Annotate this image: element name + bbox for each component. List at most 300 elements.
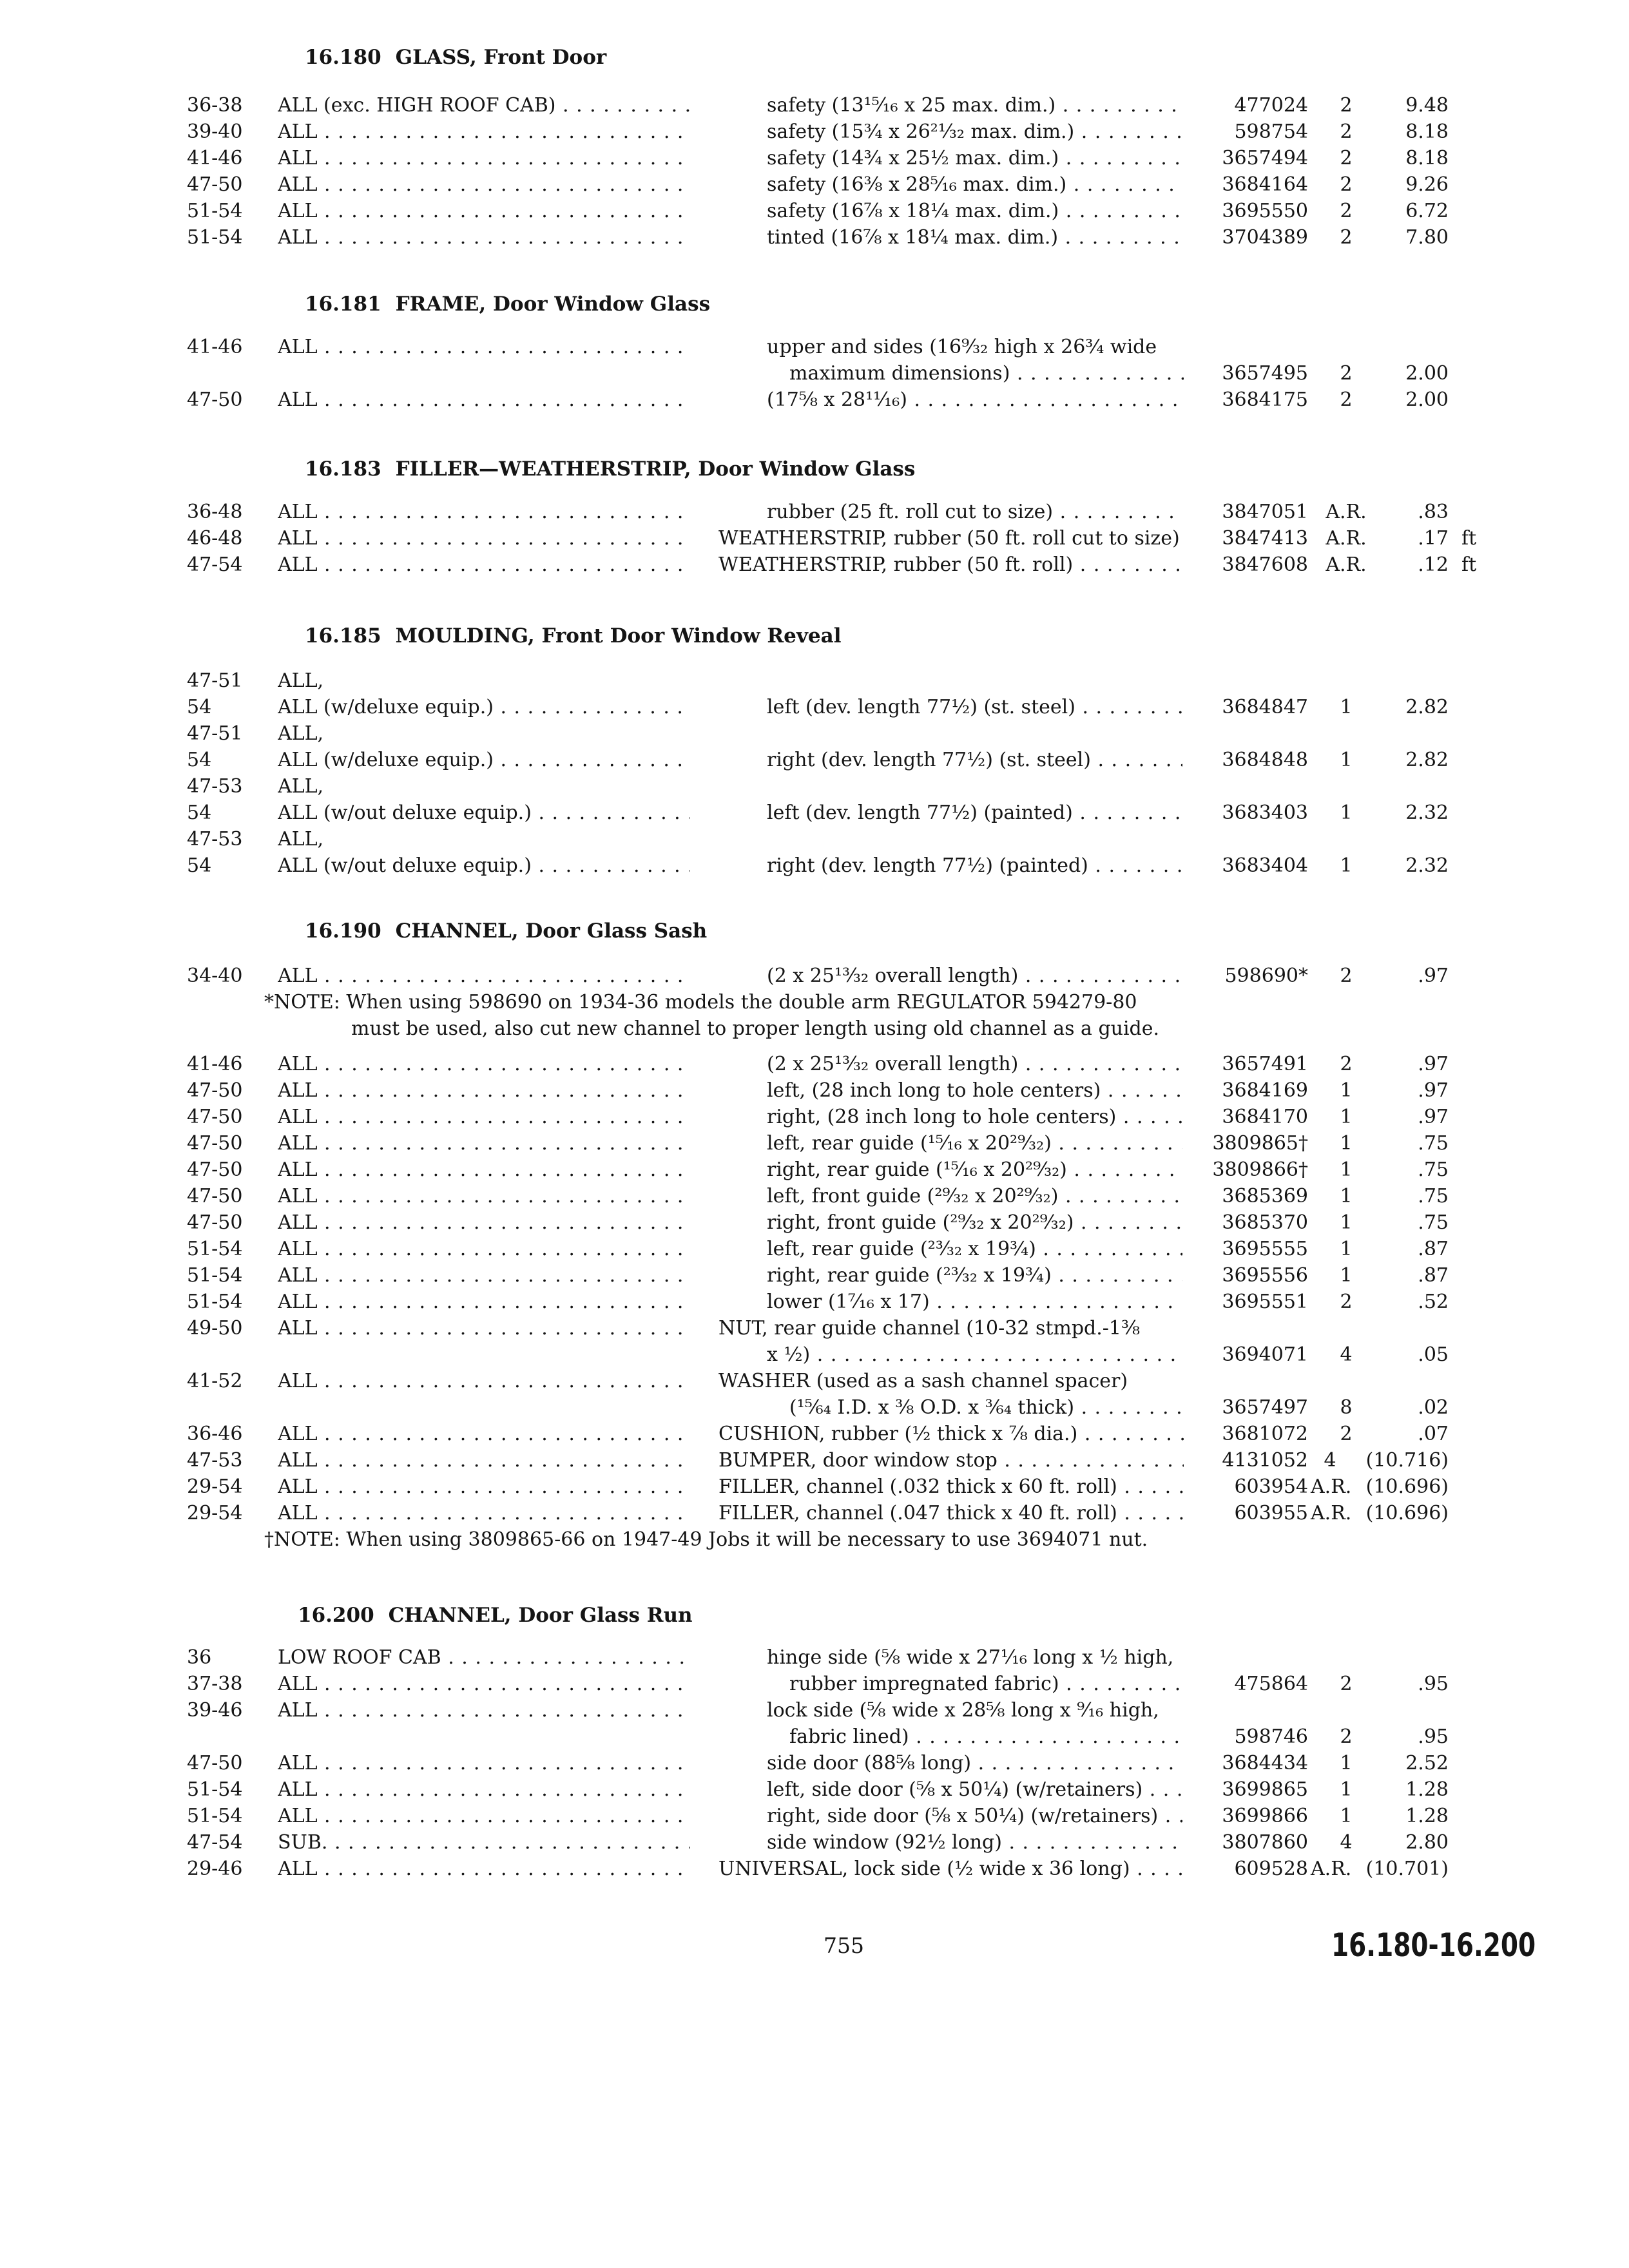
- year-range: 47-53: [187, 1449, 243, 1472]
- section-number: 16.200: [298, 1604, 374, 1627]
- parts-row: [0, 773, 1629, 800]
- year-range: 34-40: [187, 965, 243, 987]
- description-cell: right, rear guide (¹⁵⁄₁₆ x 20²⁹⁄₃₂) . . .: [767, 1157, 1182, 1183]
- price: .75: [1418, 1185, 1449, 1207]
- parts-row: [0, 720, 1629, 747]
- model-cell: ALL . . .: [278, 387, 690, 413]
- price: 2.00: [1405, 362, 1449, 385]
- description-cell: rubber (25 ft. roll cut to size) . . .: [767, 499, 1182, 525]
- price: .97: [1418, 965, 1449, 987]
- quantity: 1: [1340, 1264, 1353, 1287]
- year-range: 51-54: [187, 1805, 243, 1827]
- year-range: 47-50: [187, 389, 243, 411]
- quantity: 2: [1340, 173, 1353, 196]
- part-number: 3685369: [1222, 1185, 1308, 1207]
- part-number: 477024: [1234, 94, 1308, 117]
- year-range: 47-50: [187, 1106, 243, 1128]
- model-cell: ALL . . .: [278, 1697, 690, 1724]
- parts-row: [0, 1368, 1629, 1394]
- price: 2.82: [1405, 696, 1449, 718]
- part-number: 3695551: [1222, 1291, 1308, 1313]
- quantity: 4: [1324, 1449, 1336, 1472]
- part-number: 3684848: [1222, 749, 1308, 771]
- part-number: 3704389: [1222, 226, 1308, 249]
- year-range: 47-53: [187, 775, 243, 798]
- parts-row: [0, 694, 1629, 720]
- part-number: 3684169: [1222, 1079, 1308, 1102]
- quantity: 8: [1340, 1396, 1353, 1419]
- parts-row: [0, 1051, 1629, 1077]
- price: 6.72: [1405, 200, 1449, 222]
- section-heading: [298, 1603, 693, 1628]
- part-number: 603954: [1234, 1475, 1308, 1498]
- description-cell: CUSHION, rubber (½ thick x ⅞ dia.) . . .: [718, 1421, 1184, 1447]
- parts-row: [0, 963, 1629, 989]
- model-cell: ALL . . .: [278, 1750, 690, 1776]
- description-cell: WEATHERSTRIP, rubber (50 ft. roll) . . .: [718, 552, 1184, 578]
- description-cell: BUMPER, door window stop . . .: [718, 1447, 1184, 1474]
- page-number: 755: [824, 1933, 864, 1958]
- model-cell: SUB. . . .: [278, 1829, 690, 1856]
- quantity: 2: [1340, 1423, 1353, 1445]
- quantity: 2: [1340, 94, 1353, 117]
- section-heading: [305, 919, 707, 943]
- year-range: 51-54: [187, 1238, 243, 1260]
- description-cell: right (dev. length 77½) (st. steel) . . .: [767, 747, 1182, 773]
- description-cell: (2 x 25¹³⁄₃₂ overall length) . . .: [767, 1051, 1182, 1077]
- year-range: 47-53: [187, 828, 243, 850]
- part-number: 3847413: [1222, 527, 1308, 550]
- model-cell: ALL . . .: [278, 119, 690, 145]
- price: 2.82: [1405, 749, 1449, 771]
- description-cell: hinge side (⅝ wide x 27¹⁄₁₆ long x ½ high,: [767, 1646, 1174, 1669]
- parts-row: [0, 1829, 1629, 1856]
- price: (10.716): [1365, 1449, 1449, 1472]
- part-number: 4131052: [1222, 1449, 1308, 1472]
- part-number: 3684847: [1222, 696, 1308, 718]
- quantity: 1: [1340, 1238, 1353, 1260]
- model-cell: ALL . . .: [278, 1236, 690, 1262]
- parts-row: [0, 1856, 1629, 1882]
- parts-row: [0, 334, 1629, 360]
- parts-row: [0, 1474, 1629, 1500]
- part-number: 3684170: [1222, 1106, 1308, 1128]
- model-cell: ALL . . .: [278, 1500, 690, 1526]
- section-heading: [305, 624, 841, 648]
- price: .75: [1418, 1132, 1449, 1155]
- model-cell: ALL . . .: [278, 1776, 690, 1803]
- price: (10.696): [1365, 1502, 1449, 1524]
- quantity: 2: [1340, 1673, 1353, 1695]
- parts-row: [0, 852, 1629, 879]
- year-range: 51-54: [187, 200, 243, 222]
- section-number: 16.180: [305, 46, 381, 69]
- description-cell: (17⅝ x 28¹¹⁄₁₆) . . .: [767, 387, 1182, 413]
- part-number: 3657494: [1222, 147, 1308, 169]
- description-cell: WASHER (used as a sash channel spacer): [718, 1370, 1128, 1392]
- parts-row: [0, 224, 1629, 251]
- year-range: 46-48: [187, 527, 243, 550]
- model-cell: ALL . . .: [278, 198, 690, 224]
- quantity: 1: [1340, 1185, 1353, 1207]
- parts-row: [0, 198, 1629, 224]
- price: 2.32: [1405, 854, 1449, 877]
- year-range: 41-46: [187, 1053, 243, 1075]
- part-number: 3683404: [1222, 854, 1308, 877]
- section-heading: [305, 292, 710, 316]
- description-cell: safety (15¾ x 26²¹⁄₃₂ max. dim.) . . .: [767, 119, 1182, 145]
- model-cell: ALL . . .: [278, 1368, 690, 1394]
- model-cell: ALL . . .: [278, 1671, 690, 1697]
- quantity: 2: [1340, 120, 1353, 143]
- parts-row: [0, 1183, 1629, 1209]
- model-cell: ALL . . .: [278, 1077, 690, 1104]
- quantity: 2: [1340, 226, 1353, 249]
- quantity: 1: [1340, 1805, 1353, 1827]
- part-number: 609528: [1234, 1858, 1308, 1880]
- part-number: 3695556: [1222, 1264, 1308, 1287]
- year-range: 39-40: [187, 120, 243, 143]
- part-number: 3657495: [1222, 362, 1308, 385]
- description-cell: FILLER, channel (.032 thick x 60 ft. roll) . . .: [718, 1474, 1184, 1500]
- parts-row: [0, 171, 1629, 198]
- quantity: 1: [1340, 749, 1353, 771]
- description-cell: lower (1⁷⁄₁₆ x 17) . . .: [767, 1289, 1182, 1315]
- description-cell: right (dev. length 77½) (painted) . . .: [767, 852, 1182, 879]
- part-number: 3683403: [1222, 802, 1308, 824]
- description-cell: left, side door (⅝ x 50¼) (w/retainers) . . .: [767, 1776, 1182, 1803]
- price: .17: [1418, 527, 1449, 550]
- parts-row: [0, 145, 1629, 171]
- description-cell: upper and sides (16⁹⁄₃₂ high x 26¾ wide: [767, 336, 1157, 358]
- parts-row: [0, 92, 1629, 119]
- parts-row: [0, 1315, 1629, 1341]
- section-number: 16.181: [305, 293, 381, 316]
- year-range: 41-46: [187, 147, 243, 169]
- year-range: 29-54: [187, 1475, 243, 1498]
- quantity: A.R.: [1325, 527, 1367, 550]
- price: .75: [1418, 1158, 1449, 1181]
- model-cell: ALL . . .: [278, 1051, 690, 1077]
- quantity: 2: [1340, 389, 1353, 411]
- description-cell: left, rear guide (²³⁄₃₂ x 19¾) . . .: [767, 1236, 1182, 1262]
- year-range: 29-54: [187, 1502, 243, 1524]
- parts-row: [0, 668, 1629, 694]
- quantity: 1: [1340, 1106, 1353, 1128]
- model-cell: ALL . . .: [278, 1421, 690, 1447]
- quantity: 1: [1340, 1752, 1353, 1774]
- part-number: 3685370: [1222, 1211, 1308, 1234]
- year-range: 47-51: [187, 669, 243, 692]
- part-number: 598754: [1234, 120, 1308, 143]
- part-number: 3684164: [1222, 173, 1308, 196]
- part-number: 3807860: [1222, 1831, 1308, 1854]
- description-cell: left, (28 inch long to hole centers) . . .: [767, 1077, 1182, 1104]
- price: .97: [1418, 1053, 1449, 1075]
- model-cell: ALL . . .: [278, 1856, 690, 1882]
- parts-row: [0, 525, 1629, 552]
- quantity: 2: [1340, 1725, 1353, 1748]
- year-range: 47-50: [187, 1211, 243, 1234]
- model-cell: ALL . . .: [278, 1262, 690, 1289]
- price: .75: [1418, 1211, 1449, 1234]
- section-title: FILLER—WEATHERSTRIP, Door Window Glass: [395, 457, 916, 481]
- model-cell: ALL,: [278, 775, 324, 798]
- year-range: 49-50: [187, 1317, 243, 1340]
- part-number: 598690*: [1224, 965, 1308, 987]
- year-range: 36: [187, 1646, 212, 1669]
- quantity: 2: [1340, 1291, 1353, 1313]
- quantity: 4: [1340, 1343, 1353, 1366]
- section-title: CHANNEL, Door Glass Run: [388, 1604, 693, 1627]
- quantity: 1: [1340, 1132, 1353, 1155]
- parts-row: [0, 1209, 1629, 1236]
- quantity: 1: [1340, 1211, 1353, 1234]
- model-cell: ALL (exc. HIGH ROOF CAB) . . .: [278, 92, 690, 119]
- model-cell: ALL . . .: [278, 1183, 690, 1209]
- section-number: 16.190: [305, 919, 381, 943]
- parts-row: [0, 119, 1629, 145]
- year-range: 47-50: [187, 1132, 243, 1155]
- parts-row: [0, 360, 1629, 387]
- part-number: 3809865†: [1212, 1132, 1308, 1155]
- price: 7.80: [1405, 226, 1449, 249]
- quantity: A.R.: [1325, 501, 1367, 523]
- part-number: 3657491: [1222, 1053, 1308, 1075]
- quantity: 1: [1340, 1778, 1353, 1801]
- description-cell: UNIVERSAL, lock side (½ wide x 36 long) . . .: [718, 1856, 1184, 1882]
- parts-row: [0, 499, 1629, 525]
- note-dagger: †NOTE: When using 3809865-66 on 1947-49 Jobs it will be necessary to use 3694071 nut.: [264, 1528, 1148, 1551]
- description-cell: NUT, rear guide channel (10-32 stmpd.-1⅜: [718, 1317, 1141, 1340]
- parts-row: [0, 1421, 1629, 1447]
- price: 9.48: [1405, 94, 1449, 117]
- part-number: 3847051: [1222, 501, 1308, 523]
- parts-row: [0, 747, 1629, 773]
- section-title: MOULDING, Front Door Window Reveal: [395, 624, 842, 648]
- part-number: 3809866†: [1212, 1158, 1308, 1181]
- note-star-line-2: must be used, also cut new channel to proper length using old channel as a guide.: [351, 1017, 1160, 1040]
- year-range: 51-54: [187, 1291, 243, 1313]
- parts-row: [0, 387, 1629, 413]
- price: 8.18: [1405, 147, 1449, 169]
- price-unit: ft: [1461, 527, 1477, 550]
- quantity: A.R.: [1311, 1475, 1352, 1498]
- year-range: 29-46: [187, 1858, 243, 1880]
- quantity: 1: [1340, 1079, 1353, 1102]
- part-number: 3657497: [1222, 1396, 1308, 1419]
- model-cell: ALL . . .: [278, 1803, 690, 1829]
- year-range: 51-54: [187, 226, 243, 249]
- model-cell: ALL . . .: [278, 145, 690, 171]
- section-range: 16.180-16.200: [1331, 1927, 1536, 1964]
- price: .12: [1418, 553, 1449, 576]
- part-number: 3684175: [1222, 389, 1308, 411]
- price: 1.28: [1405, 1778, 1449, 1801]
- section-number: 16.185: [305, 624, 381, 648]
- price: .52: [1418, 1291, 1449, 1313]
- description-cell: safety (13¹⁵⁄₁₆ x 25 max. dim.) . . .: [767, 92, 1182, 119]
- price: .07: [1418, 1423, 1449, 1445]
- model-cell: ALL (w/out deluxe equip.) . . .: [278, 800, 690, 826]
- model-cell: ALL (w/out deluxe equip.) . . .: [278, 852, 690, 879]
- description-cell: tinted (16⅞ x 18¼ max. dim.) . . .: [767, 224, 1182, 251]
- part-number: 598746: [1234, 1725, 1308, 1748]
- year-range: 54: [187, 802, 212, 824]
- price: .95: [1418, 1725, 1449, 1748]
- parts-row: [0, 1341, 1629, 1368]
- model-cell: ALL (w/deluxe equip.) . . .: [278, 747, 690, 773]
- parts-row: [0, 1262, 1629, 1289]
- model-cell: ALL . . .: [278, 1289, 690, 1315]
- year-range: 47-50: [187, 1752, 243, 1774]
- section-title: CHANNEL, Door Glass Sash: [395, 919, 708, 943]
- year-range: 36-48: [187, 501, 243, 523]
- parts-row: [0, 1697, 1629, 1724]
- description-cell: left (dev. length 77½) (st. steel) . . .: [767, 694, 1182, 720]
- description-cell: (¹⁵⁄₆₄ I.D. x ⅜ O.D. x ³⁄₆₄ thick) . . .: [789, 1394, 1184, 1421]
- model-cell: ALL . . .: [278, 552, 690, 578]
- quantity: A.R.: [1311, 1858, 1352, 1880]
- note-star-line-1: *NOTE: When using 598690 on 1934-36 models the double arm REGULATOR 594279-80: [264, 991, 1137, 1014]
- description-cell: maximum dimensions) . . .: [789, 360, 1184, 387]
- section-title: FRAME, Door Window Glass: [395, 293, 711, 316]
- year-range: 51-54: [187, 1778, 243, 1801]
- year-range: 47-50: [187, 1079, 243, 1102]
- price: .05: [1418, 1343, 1449, 1366]
- model-cell: ALL . . .: [278, 963, 690, 989]
- price: 1.28: [1405, 1805, 1449, 1827]
- section-title: GLASS, Front Door: [395, 46, 607, 69]
- model-cell: ALL . . .: [278, 334, 690, 360]
- part-number: 3695555: [1222, 1238, 1308, 1260]
- price: (10.701): [1365, 1858, 1449, 1880]
- quantity: 1: [1340, 696, 1353, 718]
- description-cell: right, side door (⅝ x 50¼) (w/retainers) . . .: [767, 1803, 1182, 1829]
- year-range: 51-54: [187, 1264, 243, 1287]
- quantity: 1: [1340, 854, 1353, 877]
- description-cell: right, rear guide (²³⁄₃₂ x 19¾) . . .: [767, 1262, 1182, 1289]
- section-heading: [305, 45, 606, 70]
- description-cell: side window (92½ long) . . .: [767, 1829, 1182, 1856]
- quantity: 2: [1340, 147, 1353, 169]
- part-number: 3684434: [1222, 1752, 1308, 1774]
- price: .97: [1418, 1106, 1449, 1128]
- parts-row: [0, 1394, 1629, 1421]
- model-cell: ALL . . .: [278, 525, 690, 552]
- model-cell: LOW ROOF CAB . . .: [278, 1644, 690, 1671]
- model-cell: ALL,: [278, 722, 324, 745]
- parts-row: [0, 1289, 1629, 1315]
- model-cell: ALL . . .: [278, 499, 690, 525]
- model-cell: ALL,: [278, 669, 324, 692]
- part-number: 3699865: [1222, 1778, 1308, 1801]
- part-number: 3681072: [1222, 1423, 1308, 1445]
- year-range: 54: [187, 749, 212, 771]
- part-number: 3847608: [1222, 553, 1308, 576]
- price: 2.00: [1405, 389, 1449, 411]
- price: 2.52: [1405, 1752, 1449, 1774]
- year-range: 47-54: [187, 553, 243, 576]
- year-range: 39-46: [187, 1699, 243, 1722]
- model-cell: ALL . . .: [278, 1104, 690, 1130]
- description-cell: fabric lined) . . .: [789, 1724, 1184, 1750]
- parts-row: [0, 1130, 1629, 1157]
- part-number: 3699866: [1222, 1805, 1308, 1827]
- parts-row: [0, 1644, 1629, 1671]
- parts-row: [0, 1157, 1629, 1183]
- part-number: 3695550: [1222, 200, 1308, 222]
- description-cell: left, rear guide (¹⁵⁄₁₆ x 20²⁹⁄₃₂) . . .: [767, 1130, 1182, 1157]
- year-range: 54: [187, 854, 212, 877]
- model-cell: ALL . . .: [278, 1130, 690, 1157]
- quantity: 1: [1340, 1158, 1353, 1181]
- parts-row: [0, 1236, 1629, 1262]
- year-range: 36-46: [187, 1423, 243, 1445]
- model-cell: ALL (w/deluxe equip.) . . .: [278, 694, 690, 720]
- model-cell: ALL . . .: [278, 224, 690, 251]
- parts-row: [0, 826, 1629, 852]
- year-range: 54: [187, 696, 212, 718]
- section-heading: [305, 457, 915, 481]
- section-number: 16.183: [305, 457, 381, 481]
- year-range: 37-38: [187, 1673, 243, 1695]
- parts-row: [0, 1724, 1629, 1750]
- year-range: 47-50: [187, 173, 243, 196]
- part-number: 475864: [1234, 1673, 1308, 1695]
- parts-row: [0, 1803, 1629, 1829]
- price: .95: [1418, 1673, 1449, 1695]
- price: 2.80: [1405, 1831, 1449, 1854]
- price: 8.18: [1405, 120, 1449, 143]
- description-cell: safety (16⅞ x 18¼ max. dim.) . . .: [767, 198, 1182, 224]
- description-cell: safety (16⅜ x 28⁵⁄₁₆ max. dim.) . . .: [767, 171, 1182, 198]
- parts-row: [0, 1500, 1629, 1526]
- quantity: 2: [1340, 200, 1353, 222]
- model-cell: ALL . . .: [278, 1315, 690, 1341]
- price: .83: [1418, 501, 1449, 523]
- parts-row: [0, 1104, 1629, 1130]
- parts-row: [0, 1750, 1629, 1776]
- description-cell: left, front guide (²⁹⁄₃₂ x 20²⁹⁄₃₂) . . .: [767, 1183, 1182, 1209]
- parts-row: [0, 1671, 1629, 1697]
- parts-row: [0, 1077, 1629, 1104]
- part-number: 3694071: [1222, 1343, 1308, 1366]
- quantity: 2: [1340, 965, 1353, 987]
- description-cell: right, (28 inch long to hole centers) . . .: [767, 1104, 1182, 1130]
- parts-row: [0, 552, 1629, 578]
- price: .87: [1418, 1264, 1449, 1287]
- year-range: 47-50: [187, 1158, 243, 1181]
- year-range: 41-46: [187, 336, 243, 358]
- description-cell: left (dev. length 77½) (painted) . . .: [767, 800, 1182, 826]
- description-cell: safety (14¾ x 25½ max. dim.) . . .: [767, 145, 1182, 171]
- price: .87: [1418, 1238, 1449, 1260]
- parts-row: [0, 1776, 1629, 1803]
- model-cell: ALL . . .: [278, 1209, 690, 1236]
- description-cell: rubber impregnated fabric) . . .: [789, 1671, 1184, 1697]
- year-range: 36-38: [187, 94, 243, 117]
- price: 9.26: [1405, 173, 1449, 196]
- description-cell: lock side (⅝ wide x 28⅝ long x ⁹⁄₁₆ high,: [767, 1699, 1159, 1722]
- model-cell: ALL,: [278, 828, 324, 850]
- price-unit: ft: [1461, 553, 1477, 576]
- year-range: 47-54: [187, 1831, 243, 1854]
- description-cell: right, front guide (²⁹⁄₃₂ x 20²⁹⁄₃₂) . . .: [767, 1209, 1182, 1236]
- price: 2.32: [1405, 802, 1449, 824]
- description-cell: x ½) . . .: [767, 1341, 1182, 1368]
- part-number: 603955: [1234, 1502, 1308, 1524]
